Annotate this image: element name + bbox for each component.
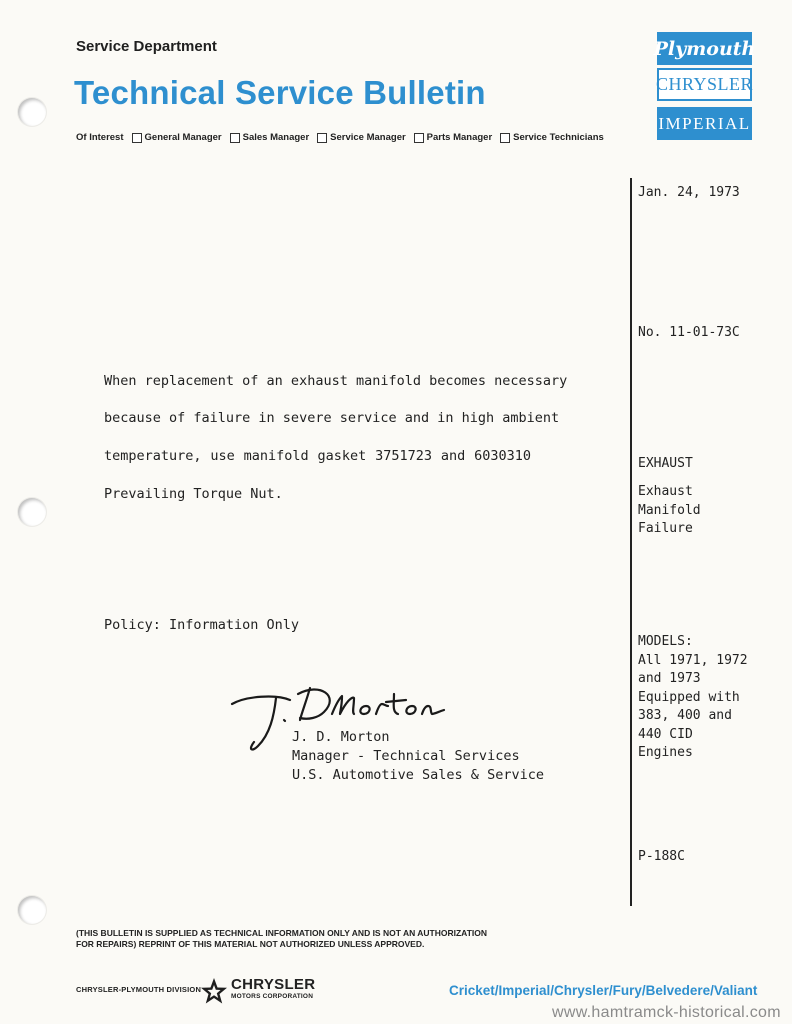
interest-label: Of Interest xyxy=(76,132,124,143)
binder-hole-bottom xyxy=(18,896,46,924)
bulletin-subject: Exhaust Manifold Failure xyxy=(638,484,701,536)
body-line-1: When replacement of an exhaust manifold becomes necessary xyxy=(104,373,568,389)
watermark: www.hamtramck-historical.com xyxy=(552,1004,781,1021)
body-line-3: temperature, use manifold gasket 3751723 and 6030310 xyxy=(104,448,531,464)
division-label: CHRYSLER-PLYMOUTH DIVISION xyxy=(76,985,202,994)
signatory-title: Manager - Technical Services xyxy=(292,748,520,764)
sidebar-divider xyxy=(630,178,632,906)
bulletin-date: Jan. 24, 1973 xyxy=(638,185,740,200)
checkbox-icon[interactable] xyxy=(317,133,327,143)
binder-hole-middle xyxy=(18,498,46,526)
interest-service-manager[interactable]: Service Manager xyxy=(317,132,406,143)
interest-parts-manager[interactable]: Parts Manager xyxy=(414,132,492,143)
checkbox-icon[interactable] xyxy=(500,133,510,143)
bulletin-title: Technical Service Bulletin xyxy=(74,74,486,111)
body-line-2: because of failure in severe service and in high ambient xyxy=(104,410,560,426)
signatory-org: U.S. Automotive Sales & Service xyxy=(292,767,544,783)
interest-service-technicians[interactable]: Service Technicians xyxy=(500,132,604,143)
imperial-logo: IMPERIAL xyxy=(657,107,752,140)
checkbox-icon[interactable] xyxy=(132,133,142,143)
signatory-name: J. D. Morton xyxy=(292,729,390,745)
checkbox-icon[interactable] xyxy=(230,133,240,143)
motors-corporation-label: MOTORS CORPORATION xyxy=(231,993,314,1000)
models-line: Cricket/Imperial/Chrysler/Fury/Belvedere/Valiant xyxy=(449,983,758,998)
chrysler-logo: CHRYSLER xyxy=(657,68,752,101)
pentastar-icon xyxy=(200,977,228,1005)
bulletin-number: No. 11-01-73C xyxy=(638,325,740,340)
body-line-4: Prevailing Torque Nut. xyxy=(104,486,283,502)
disclaimer: (THIS BULLETIN IS SUPPLIED AS TECHNICAL INFORMATION ONLY AND IS NOT AN AUTHORIZATION FOR REPAIRS) REPRINT OF THIS MATERIAL NOT AUTHORIZED UNLESS APPROVED. xyxy=(76,928,487,949)
chrysler-corp-wordmark: CHRYSLER xyxy=(231,976,316,993)
binder-hole-top xyxy=(18,98,46,126)
policy-text: Policy: Information Only xyxy=(104,617,300,633)
plymouth-logo: Plymouth xyxy=(657,32,752,65)
department-label: Service Department xyxy=(76,38,217,55)
interest-sales-manager[interactable]: Sales Manager xyxy=(230,132,310,143)
checkbox-icon[interactable] xyxy=(414,133,424,143)
bulletin-code: P-188C xyxy=(638,849,685,864)
bulletin-models: MODELS: All 1971, 1972 and 1973 Equipped with 383, 400 and 440 CID Engines xyxy=(638,634,748,760)
interest-row xyxy=(76,132,612,143)
interest-general-manager[interactable]: General Manager xyxy=(132,132,222,143)
bulletin-category: EXHAUST xyxy=(638,456,693,471)
